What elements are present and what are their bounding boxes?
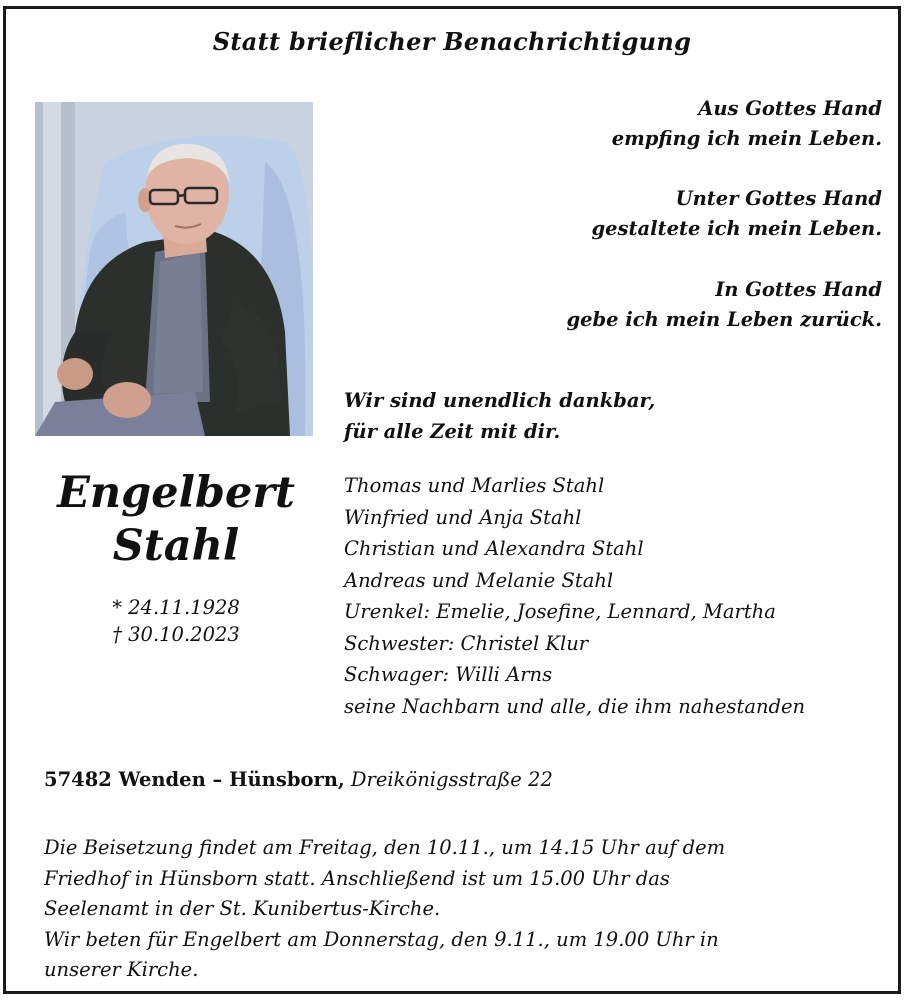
- deceased-name: [28, 467, 324, 573]
- funeral-line: Wir beten für Engelbert am Donnerstag, den 9.11., um 19.00 Uhr in: [44, 927, 719, 951]
- verse-line: empfing ich mein Leben.: [611, 127, 882, 150]
- verse-3: [566, 275, 882, 335]
- address-place: 57482 Wenden – Hünsborn,: [44, 768, 345, 791]
- mourner-item: Winfried und Anja Stahl: [344, 505, 582, 529]
- thanks-line: für alle Zeit mit dir.: [344, 420, 561, 443]
- verse-1: [612, 94, 882, 154]
- verse-2: [592, 184, 882, 244]
- portrait-photo: [35, 102, 313, 436]
- funeral-line: unserer Kirche.: [44, 958, 199, 981]
- funeral-details: [44, 833, 725, 986]
- verse-line: Unter Gottes Hand: [675, 187, 882, 210]
- obituary-notice: [3, 6, 901, 994]
- address-street: Dreikönigsstraße 22: [350, 768, 553, 791]
- thanks-line: Wir sind unendlich dankbar,: [344, 389, 656, 412]
- birth-date: * 24.11.1928: [112, 596, 240, 619]
- mourner-item: Schwester: Christel Klur: [344, 631, 589, 655]
- verse-line: In Gottes Hand: [715, 278, 882, 301]
- death-date: † 30.10.2023: [112, 623, 240, 646]
- funeral-line: Friedhof in Hünsborn statt. Anschließend ist um 15.00 Uhr das: [44, 866, 670, 890]
- mourner-item: Thomas und Marlies Stahl: [344, 474, 605, 497]
- last-name: Stahl: [112, 521, 240, 571]
- mourner-item: Schwager: Willi Arns: [344, 663, 553, 686]
- life-dates: [28, 594, 324, 648]
- notice-header: Statt brieflicher Benachrichtigung: [212, 27, 692, 56]
- verse-line: Aus Gottes Hand: [698, 97, 882, 120]
- family-address: [44, 766, 553, 794]
- mourner-item: Urenkel: Emelie, Josefine, Lennard, Martha: [344, 600, 776, 623]
- verse-line: gebe ich mein Leben zurück.: [566, 308, 882, 331]
- mourners-list: [344, 470, 805, 722]
- mourner-item: Andreas und Melanie Stahl: [344, 568, 614, 592]
- funeral-line: Die Beisetzung findet am Freitag, den 10.11., um 14.15 Uhr auf dem: [44, 836, 726, 859]
- first-name: Engelbert: [57, 468, 295, 518]
- verse-line: gestaltete ich mein Leben.: [591, 217, 882, 240]
- mourner-item: seine Nachbarn und alle, die ihm nahestanden: [344, 694, 806, 718]
- thanks-message: [344, 385, 655, 447]
- mourner-item: Christian und Alexandra Stahl: [344, 537, 644, 560]
- funeral-line: Seelenamt in der St. Kunibertus-Kirche.: [44, 897, 441, 920]
